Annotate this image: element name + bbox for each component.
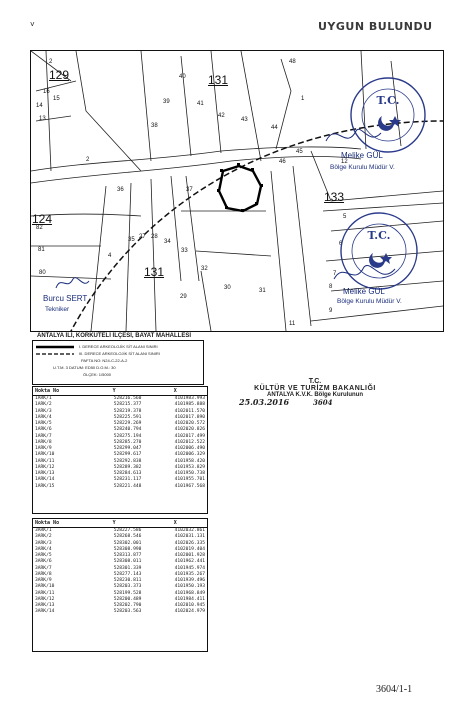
y-coordinate-cell: 528284.613 — [113, 471, 142, 476]
parcel-number: 15 — [53, 96, 60, 102]
x-coordinate-cell: 4102006.329 — [174, 452, 205, 458]
location-caption: ANTALYA İLİ, KORKUTELİ İLÇESİ, BAYAT MAHALLESİ — [37, 333, 192, 339]
parcel-number: 28 — [151, 234, 158, 240]
parcel-number: 40 — [179, 74, 186, 80]
parcel-block-number: 129 — [49, 68, 70, 82]
svg-text:T.C.: T.C. — [367, 229, 391, 242]
y-coordinate-cell: 528231.117 — [113, 477, 142, 483]
y-coordinate-cell: 528299.617 — [113, 452, 142, 458]
signature-scribble — [331, 259, 401, 289]
point-id-cell: 1ARK/4 — [35, 414, 52, 420]
point-id-cell: 1ARK/14 — [35, 477, 55, 483]
column-header: X — [143, 387, 207, 396]
point-id-cell: 3ARK/7 — [35, 565, 52, 571]
point-id-cell: 1ARK/3 — [35, 408, 52, 414]
point-id-cell: 3ARK/1 — [35, 528, 52, 533]
point-id-cell: 3ARK/14 — [35, 609, 55, 615]
parcel-number: 9 — [329, 308, 333, 314]
signatory-title: Tekniker — [45, 306, 70, 313]
column-header: Y — [85, 387, 144, 396]
x-coordinate-cell: 4101984.411 — [174, 596, 205, 602]
parcel-number: 34 — [164, 239, 171, 245]
x-coordinate-cell: 4101967.568 — [174, 483, 205, 489]
y-coordinate-cell: 528200.489 — [113, 596, 142, 602]
parcel-number: 81 — [38, 247, 45, 253]
y-coordinate-cell: 528225.591 — [113, 414, 142, 420]
coordinate-table — [33, 519, 207, 616]
approval-block — [225, 378, 405, 408]
y-coordinate-cell: 528203.373 — [113, 584, 142, 590]
point-id-cell: 1ARK/8 — [35, 439, 52, 445]
point-id-cell: 3ARK/5 — [35, 553, 52, 558]
y-coordinate-cell: 528299.047 — [113, 446, 142, 451]
x-coordinate-cell: 4101962.441 — [174, 559, 205, 565]
parcel-number: 7 — [333, 271, 337, 277]
uygun-bulundu-stamp: UYGUN BULUNDU — [318, 20, 433, 33]
parcel-number: 2 — [49, 59, 53, 65]
point-id-cell: 1ARK/2 — [35, 402, 52, 408]
parcel-number: 82 — [36, 225, 43, 231]
x-coordinate-cell: 4101958.420 — [174, 458, 205, 464]
x-coordinate-cell: 4102006.490 — [174, 446, 205, 451]
point-id-cell: 1ARK/6 — [35, 427, 52, 433]
column-header: Y — [85, 519, 144, 528]
table-row — [33, 484, 207, 490]
point-id-cell: 3ARK/10 — [35, 584, 55, 590]
point-id-cell: 1ARK/9 — [35, 446, 52, 451]
parcel-number: 38 — [151, 123, 158, 129]
parcel-number: 35 — [128, 237, 135, 243]
y-coordinate-cell: 528227.586 — [113, 528, 142, 533]
x-coordinate-cell: 4102019.404 — [174, 546, 205, 552]
cadastral-map — [30, 50, 444, 332]
parcel-number: 27 — [139, 234, 146, 240]
point-id-cell: 1ARK/7 — [35, 433, 52, 439]
x-coordinate-cell: 4102011.570 — [174, 408, 205, 414]
signatory-name: Melike GÜL — [343, 287, 385, 296]
corner-mark-icon: ˅ — [30, 20, 35, 29]
parcel-block-number: 131 — [144, 265, 165, 279]
parcel-number: 39 — [163, 99, 170, 105]
parcel-number: 37 — [186, 187, 193, 193]
x-coordinate-cell: 4101985.888 — [174, 402, 205, 408]
point-id-cell: 1ARK/1 — [35, 396, 52, 401]
x-coordinate-cell: 4101968.849 — [174, 590, 205, 596]
y-coordinate-cell: 528292.838 — [113, 458, 142, 464]
document-reference: 3604/1-1 — [376, 684, 413, 695]
map-legend — [32, 340, 204, 385]
parcel-number: 41 — [197, 101, 204, 107]
column-header: Nokta No — [33, 519, 85, 528]
y-coordinate-cell: 528215.377 — [113, 402, 142, 408]
parcel-number: 6 — [339, 241, 343, 247]
parcel-number: 46 — [279, 159, 286, 165]
y-coordinate-cell: 528308.998 — [113, 546, 142, 552]
x-coordinate-cell: 4102020.572 — [174, 421, 205, 426]
y-coordinate-cell: 528219.378 — [113, 408, 142, 414]
parcel-block-number: 131 — [208, 73, 229, 87]
parcel-number: 43 — [241, 117, 248, 123]
x-coordinate-cell: 4101983.993 — [174, 396, 205, 401]
y-coordinate-cell: 528289.382 — [113, 464, 142, 470]
y-coordinate-cell: 528275.194 — [113, 433, 142, 439]
column-header: Nokta No — [33, 387, 85, 396]
coordinate-table-1ark — [32, 386, 208, 514]
point-id-cell: 3ARK/13 — [35, 603, 55, 608]
y-coordinate-cell: 528203.563 — [113, 609, 142, 615]
parcel-number: 2 — [86, 157, 90, 163]
y-coordinate-cell: 528277.143 — [113, 571, 142, 577]
point-id-cell: 1ARK/13 — [35, 471, 55, 476]
x-coordinate-cell: 4102010.945 — [174, 603, 205, 608]
point-id-cell: 3ARK/9 — [35, 578, 52, 583]
site-boundary-polygon — [219, 166, 261, 211]
y-coordinate-cell: 528230.811 — [113, 578, 142, 583]
parcel-block-number: 133 — [324, 190, 345, 204]
signature-scribble — [53, 273, 93, 293]
point-id-cell: 3ARK/2 — [35, 534, 52, 540]
parcel-number: 44 — [271, 125, 278, 131]
parcel-number: 12 — [341, 159, 348, 165]
x-coordinate-cell: 4101945.974 — [174, 565, 205, 571]
table-row — [33, 609, 207, 615]
x-coordinate-cell: 4101950.193 — [174, 584, 205, 590]
y-coordinate-cell: 528308.011 — [113, 559, 142, 565]
point-id-cell: 1ARK/12 — [35, 464, 55, 470]
signature-scribble — [321, 121, 391, 151]
legend-line-samples — [36, 345, 76, 357]
approval-ministry: KÜLTÜR VE TURİZM BAKANLIĞI — [254, 385, 376, 392]
signatory-title: Bölge Kurulu Müdür V. — [330, 164, 395, 171]
x-coordinate-cell: 4102024.979 — [174, 609, 205, 615]
parcel-number: 80 — [39, 270, 46, 276]
parcel-number: 8 — [329, 284, 333, 290]
x-coordinate-cell: 4102032.861 — [174, 528, 205, 533]
y-coordinate-cell: 528199.528 — [113, 590, 142, 596]
y-coordinate-cell: 528216.560 — [113, 396, 142, 401]
parcel-number: 16 — [43, 89, 50, 95]
point-id-cell: 3ARK/6 — [35, 559, 52, 565]
x-coordinate-cell: 4102001.928 — [174, 553, 205, 558]
parcel-number: 30 — [224, 285, 231, 291]
signatory-name: Melike GÜL — [341, 151, 383, 160]
approval-tc: T.C. — [308, 378, 322, 385]
y-coordinate-cell: 528229.269 — [113, 421, 142, 426]
parcel-number: 31 — [259, 288, 266, 294]
parcel-number: 45 — [296, 149, 303, 155]
parcel-number: 1 — [301, 96, 305, 102]
y-coordinate-cell: 528202.790 — [113, 603, 142, 608]
point-id-cell: 3ARK/4 — [35, 546, 52, 552]
y-coordinate-cell: 528240.794 — [113, 427, 142, 433]
point-id-cell: 1ARK/15 — [35, 483, 55, 489]
point-id-cell: 3ARK/11 — [35, 590, 55, 596]
legend-sheet: PAFTA NO: N24-C-22-A-2 — [81, 358, 128, 363]
parcel-number: 48 — [289, 59, 296, 65]
x-coordinate-cell: 4101935.267 — [174, 571, 205, 577]
y-coordinate-cell: 528301.339 — [113, 565, 142, 571]
x-coordinate-cell: 4102020.826 — [174, 427, 205, 433]
point-id-cell: 1ARK/11 — [35, 458, 55, 464]
parcel-number: 5 — [343, 214, 347, 220]
parcel-block-number: 124 — [32, 212, 53, 226]
approval-board: ANTALYA K.V.K. Bölge Kurulunun — [266, 392, 363, 398]
y-coordinate-cell: 528221.448 — [113, 483, 142, 489]
approval-number-handwritten: 3604 — [313, 398, 333, 407]
parcel-number: 11 — [289, 321, 296, 327]
point-id-cell: 1ARK/5 — [35, 421, 52, 426]
approval-decision — [225, 398, 405, 408]
legend-site-3: III. DERECE ARKEOLOJİK SİT ALANI SINIRI — [79, 351, 160, 356]
parcel-number: 32 — [201, 266, 208, 272]
parcel-number: 14 — [36, 103, 43, 109]
point-id-cell: 1ARK/10 — [35, 452, 55, 458]
x-coordinate-cell: 4101955.701 — [174, 477, 205, 483]
signatory-title: Bölge Kurulu Müdür V. — [337, 298, 402, 305]
point-id-cell: 3ARK/3 — [35, 540, 52, 546]
x-coordinate-cell: 4102017.499 — [174, 433, 205, 439]
x-coordinate-cell: 4102017.890 — [174, 414, 205, 420]
parcel-number: 4 — [108, 253, 112, 259]
legend-site-1: I. DERECE ARKEOLOJİK SİT ALANI SINIRI — [79, 344, 158, 349]
coordinate-table-3ark — [32, 518, 208, 652]
legend-scale: ÖLÇEK: 1/5000 — [83, 372, 112, 377]
x-coordinate-cell: 4102012.522 — [174, 439, 205, 445]
parcel-number: 42 — [218, 113, 225, 119]
parcel-number: 29 — [180, 294, 187, 300]
x-coordinate-cell: 4101939.496 — [174, 578, 205, 583]
point-id-cell: 3ARK/8 — [35, 571, 52, 577]
parcel-number: 36 — [117, 187, 124, 193]
x-coordinate-cell: 4101953.829 — [174, 464, 205, 470]
point-id-cell: 3ARK/12 — [35, 596, 55, 602]
parcel-number: 33 — [181, 248, 188, 254]
y-coordinate-cell: 528313.877 — [113, 553, 142, 558]
signatory-name: Burcu SERT — [43, 294, 88, 303]
y-coordinate-cell: 528285.270 — [113, 439, 142, 445]
y-coordinate-cell: 528268.546 — [113, 534, 142, 540]
svg-text:T.C.: T.C. — [376, 94, 400, 107]
x-coordinate-cell: 4102026.335 — [174, 540, 205, 546]
parcel-number: 13 — [39, 116, 46, 122]
column-header: X — [143, 519, 207, 528]
x-coordinate-cell: 4102031.131 — [174, 534, 205, 540]
x-coordinate-cell: 4101950.738 — [174, 471, 205, 476]
approval-date-handwritten: 25.03.2016 — [239, 397, 290, 407]
y-coordinate-cell: 528302.001 — [113, 540, 142, 546]
coordinate-table — [33, 387, 207, 490]
legend-projection: U.T.M. 3 DATUM: ED50 D.O.M.: 30 — [53, 365, 116, 370]
